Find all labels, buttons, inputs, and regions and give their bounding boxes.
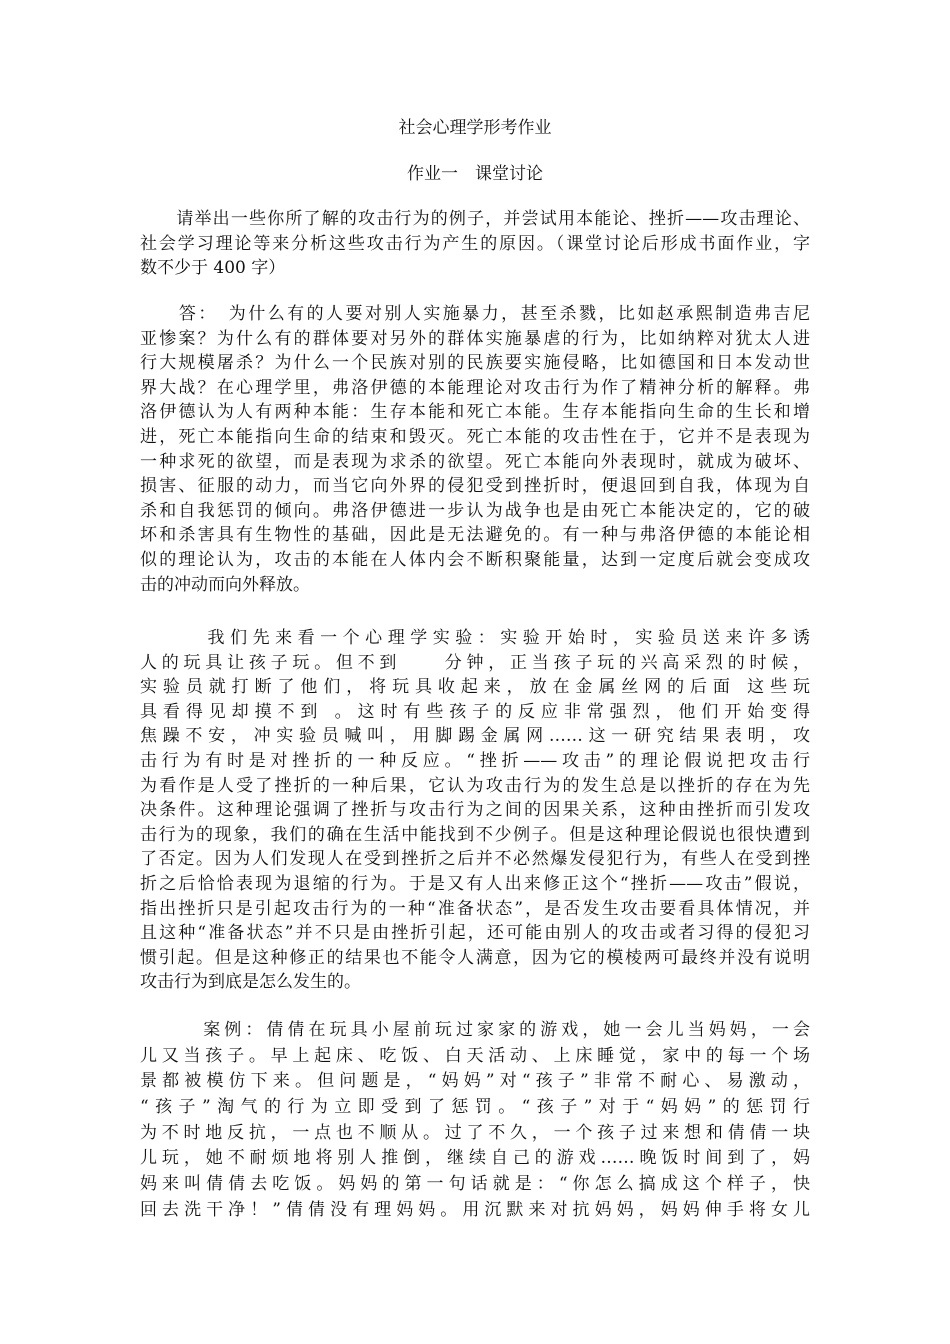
text-line: 回去洗干净！”倩倩没有理妈妈。用沉默来对抗妈妈，妈妈伸手将女儿: [140, 1199, 810, 1220]
text-line: 数不少于 400 字）: [140, 258, 286, 279]
document-subtitle: 作业一 课堂讨论: [407, 164, 543, 184]
text-line: 为不时地反抗，一点也不顺从。过了不久，一个孩子过来想和倩倩一块: [140, 1122, 810, 1143]
text-line: 案例：倩倩在玩具小屋前玩过家家的游戏，她一会儿当妈妈，一会: [140, 1020, 810, 1040]
text-line: 击行为有时是对挫折的一种反应。“挫折——攻击”的理论假说把攻击行: [140, 750, 810, 771]
answer-instinct-theory-paragraph: [140, 302, 810, 597]
text-line: 为看作是人受了挫折的一种后果，它认为攻击行为的发生总是以挫折的存在为先: [140, 775, 810, 796]
text-line: 儿又当孩子。早上起床、吃饭、白天活动、上床睡觉，家中的每一个场: [140, 1045, 810, 1066]
text-line: 行大规模屠杀？为什么一个民族对别的民族要实施侵略，比如德国和日本发动世: [140, 353, 810, 374]
text-line: 社会学习理论等来分析这些攻击行为产生的原因。（课堂讨论后形成书面作业，字: [140, 233, 810, 254]
text-line: 指出挫折只是引起攻击行为的一种“准备状态”，是否发生攻击要看具体情况，并: [140, 898, 810, 919]
text-line: 洛伊德认为人有两种本能：生存本能和死亡本能。生存本能指向生命的生长和增: [140, 402, 810, 423]
text-line: 景都被模仿下来。但问题是，“妈妈”对“孩子”非常不耐心、易激动，: [140, 1071, 810, 1092]
text-line: 攻击行为到底是怎么发生的。: [140, 972, 361, 993]
text-line: 儿玩，她不耐烦地将别人推倒，继续自己的游戏……晚饭时间到了，妈: [140, 1148, 810, 1169]
text-line: 进，死亡本能指向生命的结束和毁灭。死亡本能的攻击性在于，它并不是表现为: [140, 426, 810, 447]
text-line: 坏和杀害具有生物性的基础，因此是无法避免的。有一种与弗洛伊德的本能论相: [140, 525, 810, 546]
document-title: 社会心理学形考作业: [398, 118, 552, 138]
text-line: 一种求死的欲望，而是表现为求杀的欲望。死亡本能向外表现时，就成为破坏、: [140, 451, 810, 472]
text-line: “孩子”淘气的行为立即受到了惩罚。“孩子”对于“妈妈”的惩罚行: [140, 1097, 810, 1118]
text-line: 我们先来看一个心理学实验：实验开始时，实验员送来许多诱: [140, 628, 810, 648]
frustration-aggression-paragraph: [140, 626, 810, 995]
text-line: 击行为的现象，我们的确在生活中能找到不少例子。但是这种理论假说也很快遭到: [140, 824, 810, 845]
text-line: 妈来叫倩倩去吃饭。妈妈的第一句话就是：“你怎么搞成这个样子，快: [140, 1174, 810, 1195]
text-line: 似的理论认为，攻击的本能在人体内会不断积聚能量，达到一定度后就会变成攻: [140, 549, 810, 570]
text-line: 请举出一些你所了解的攻击行为的例子，并尝试用本能论、挫折——攻击理论、: [140, 209, 810, 229]
text-line: 击的冲动而向外释放。: [140, 574, 310, 595]
text-line: 答： 为什么有的人要对别人实施暴力，甚至杀戮，比如赵承熙制造弗吉尼: [140, 304, 810, 324]
text-line: 实验员就打断了他们，将玩具收起来，放在金属丝网的后面 这些玩: [140, 677, 810, 698]
case-study-paragraph: [140, 1018, 810, 1224]
text-line: 折之后恰恰表现为退缩的行为。于是又有人出来修正这个“挫折——攻击”假说，: [140, 873, 810, 894]
text-line: 且这种“准备状态”并不只是由挫折引起，还可能由别人的攻击或者习得的侵犯习: [140, 923, 810, 944]
assignment-prompt-paragraph: [140, 207, 810, 281]
text-line: 惯引起。但是这种修正的结果也不能令人满意，因为它的模棱两可最终并没有说明: [140, 947, 810, 968]
text-line: 亚惨案？为什么有的群体要对另外的群体实施暴虐的行为，比如纳粹对犹太人进: [140, 328, 810, 349]
text-line: 人的玩具让孩子玩。但不到 分钟，正当孩子玩的兴高采烈的时候，: [140, 652, 810, 673]
text-line: 焦躁不安，冲实验员喊叫，用脚踢金属网……这一研究结果表明，攻: [140, 726, 810, 747]
text-line: 杀和自我惩罚的倾向。弗洛伊德进一步认为战争也是由死亡本能决定的，它的破: [140, 500, 810, 521]
text-line: 界大战？在心理学里，弗洛伊德的本能理论对攻击行为作了精神分析的解释。弗: [140, 377, 810, 398]
text-line: 了否定。因为人们发现人在受到挫折之后并不必然爆发侵犯行为，有些人在受到挫: [140, 849, 810, 870]
text-line: 决条件。这种理论强调了挫折与攻击行为之间的因果关系，这种由挫折而引发攻: [140, 800, 810, 821]
text-line: 损害、征服的动力，而当它向外界的侵犯受到挫折时，便退回到自我，体现为自: [140, 476, 810, 497]
text-line: 具看得见却摸不到 。这时有些孩子的反应非常强烈，他们开始变得: [140, 701, 810, 722]
